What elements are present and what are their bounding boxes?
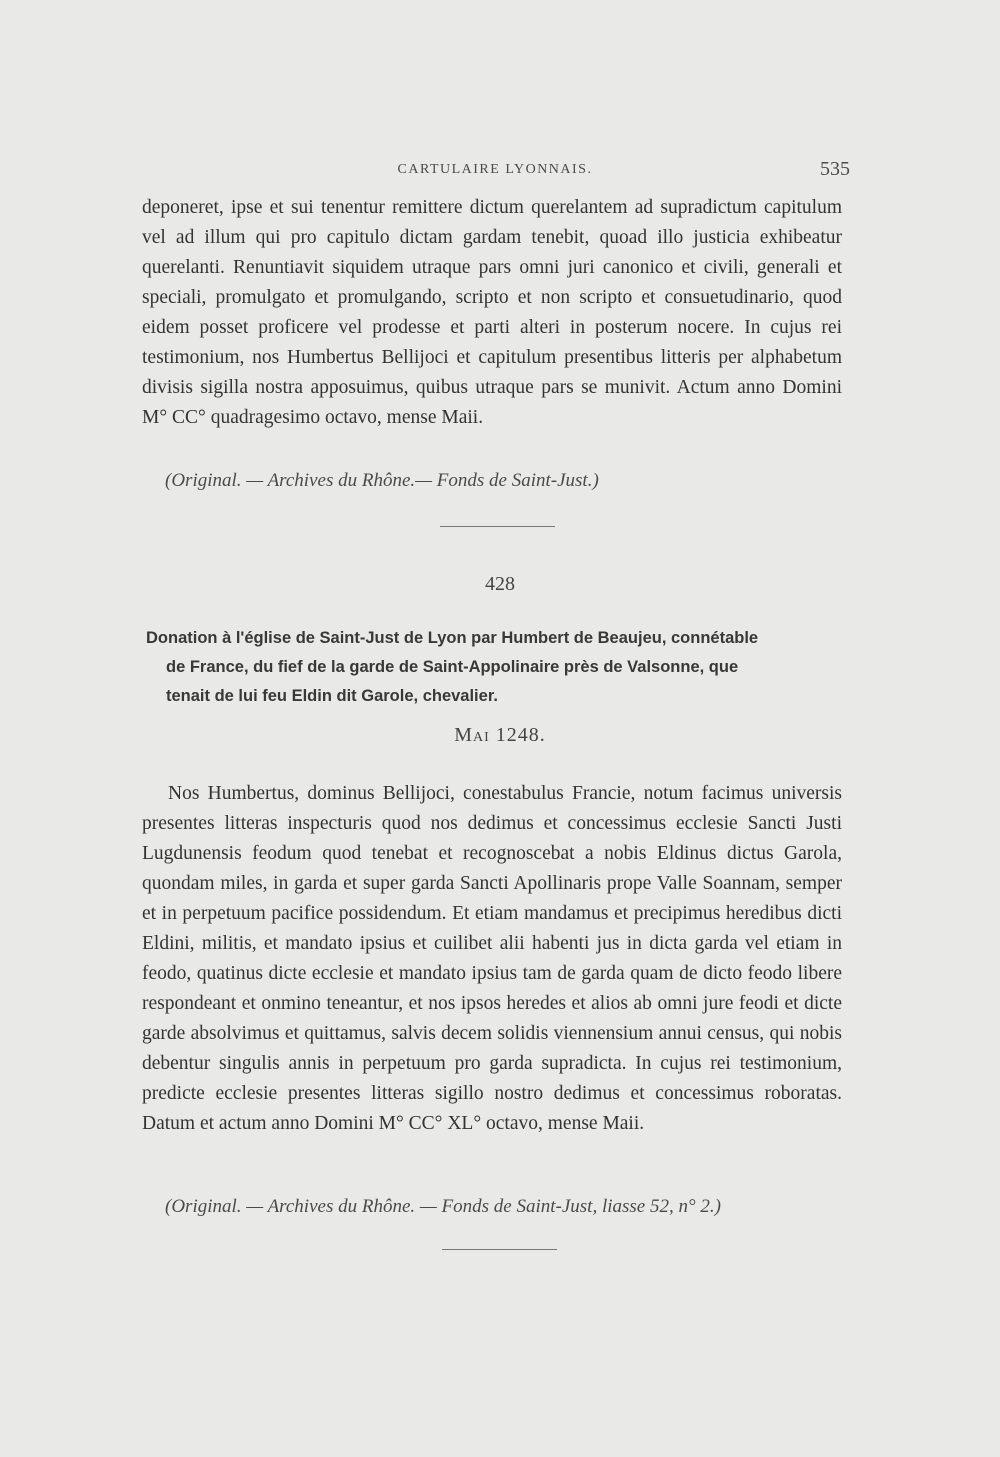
charter-paragraph: Nos Humbertus, dominus Bellijoci, conestabulus Francie, notum facimus universis presentes litteras inspecturis quod nos dedimus et concessimus ecclesie Sancti Justi Lugdunensis feodum quod tenebat et recognoscebat a nobis Eldinus dictus Garola, quondam miles, in garda et super garda Sancti Apollinaris prope Valle Soannam, semper et in perpetuum pacifice possidendum. Et etiam mandamus et precipimus heredibus dicti Eldini, militis, et mandato ipsius et cuilibet alii habenti jus in dicta garda vel etiam in feodo, quatinus dicte ecclesie et mandato ipsius tam de garda quam de dicto feodo libere respondeant et onmino teneantur, et nos ipsos heredes et alios ab omni jure feodi et dicte garde absolvimus et quittamus, salvis decem solidis viennensium annui census, qui nobis debentur singulis annis in perpetuum pro garda supradicta. In cujus rei testimonium, predicte ecclesie presentes litteras sigillo nostro dedimus et concessimus roboratas. Datum et actum anno Domini M° CC° XL° octavo, mense Maii. (142, 783, 842, 1134)
charter-number: 428 (485, 573, 515, 595)
continuation-source-note: (Original. — Archives du Rhône.— Fonds de Saint-Just.) (165, 470, 599, 491)
summary-line-1: Donation à l'église de Saint-Just de Lyon par Humbert de Beaujeu, connétable (146, 629, 759, 647)
end-divider (442, 1249, 557, 1250)
charter-date: Mai 1248. (454, 724, 546, 746)
running-head (140, 158, 850, 184)
continuation-paragraph: deponeret, ipse et sui tenentur remittere dictum querelantem ad supradictum capitulum vel ad illum qui pro capitulo dictam gardam tenebit, quoad illo justicia exhibeatur querelanti. Renuntiavit siquidem utraque pars omni juri canonico et civili, generali et speciali, promulgato et promulgando, scripto et non scripto et consuetudinario, quod eidem posset proficere vel prodesse et parti alteri in posterum nocere. In cujus rei testimonium, nos Humbertus Bellijoci et capitulum presentibus litteris per alphabetum divisis sigilla nostra apposuimus, quibus utraque pars se munivit. Actum anno Domini M° CC° quadragesimo octavo, mense Maii. (142, 197, 842, 428)
charter-text-block (142, 779, 842, 1139)
continuation-text-block (142, 193, 842, 433)
charter-summary (146, 624, 842, 711)
charter-source-note: (Original. — Archives du Rhône. — Fonds de Saint-Just, liasse 52, n° 2.) (165, 1196, 721, 1217)
summary-line-3: tenait de lui feu Eldin dit Garole, chevalier. (166, 687, 498, 705)
summary-line-2: de France, du fief de la garde de Saint-Appolinaire près de Valsonne, que (166, 658, 739, 676)
running-title: CARTULAIRE LYONNAIS. (397, 162, 593, 177)
page-number: 535 (820, 158, 850, 180)
section-divider (440, 526, 555, 527)
